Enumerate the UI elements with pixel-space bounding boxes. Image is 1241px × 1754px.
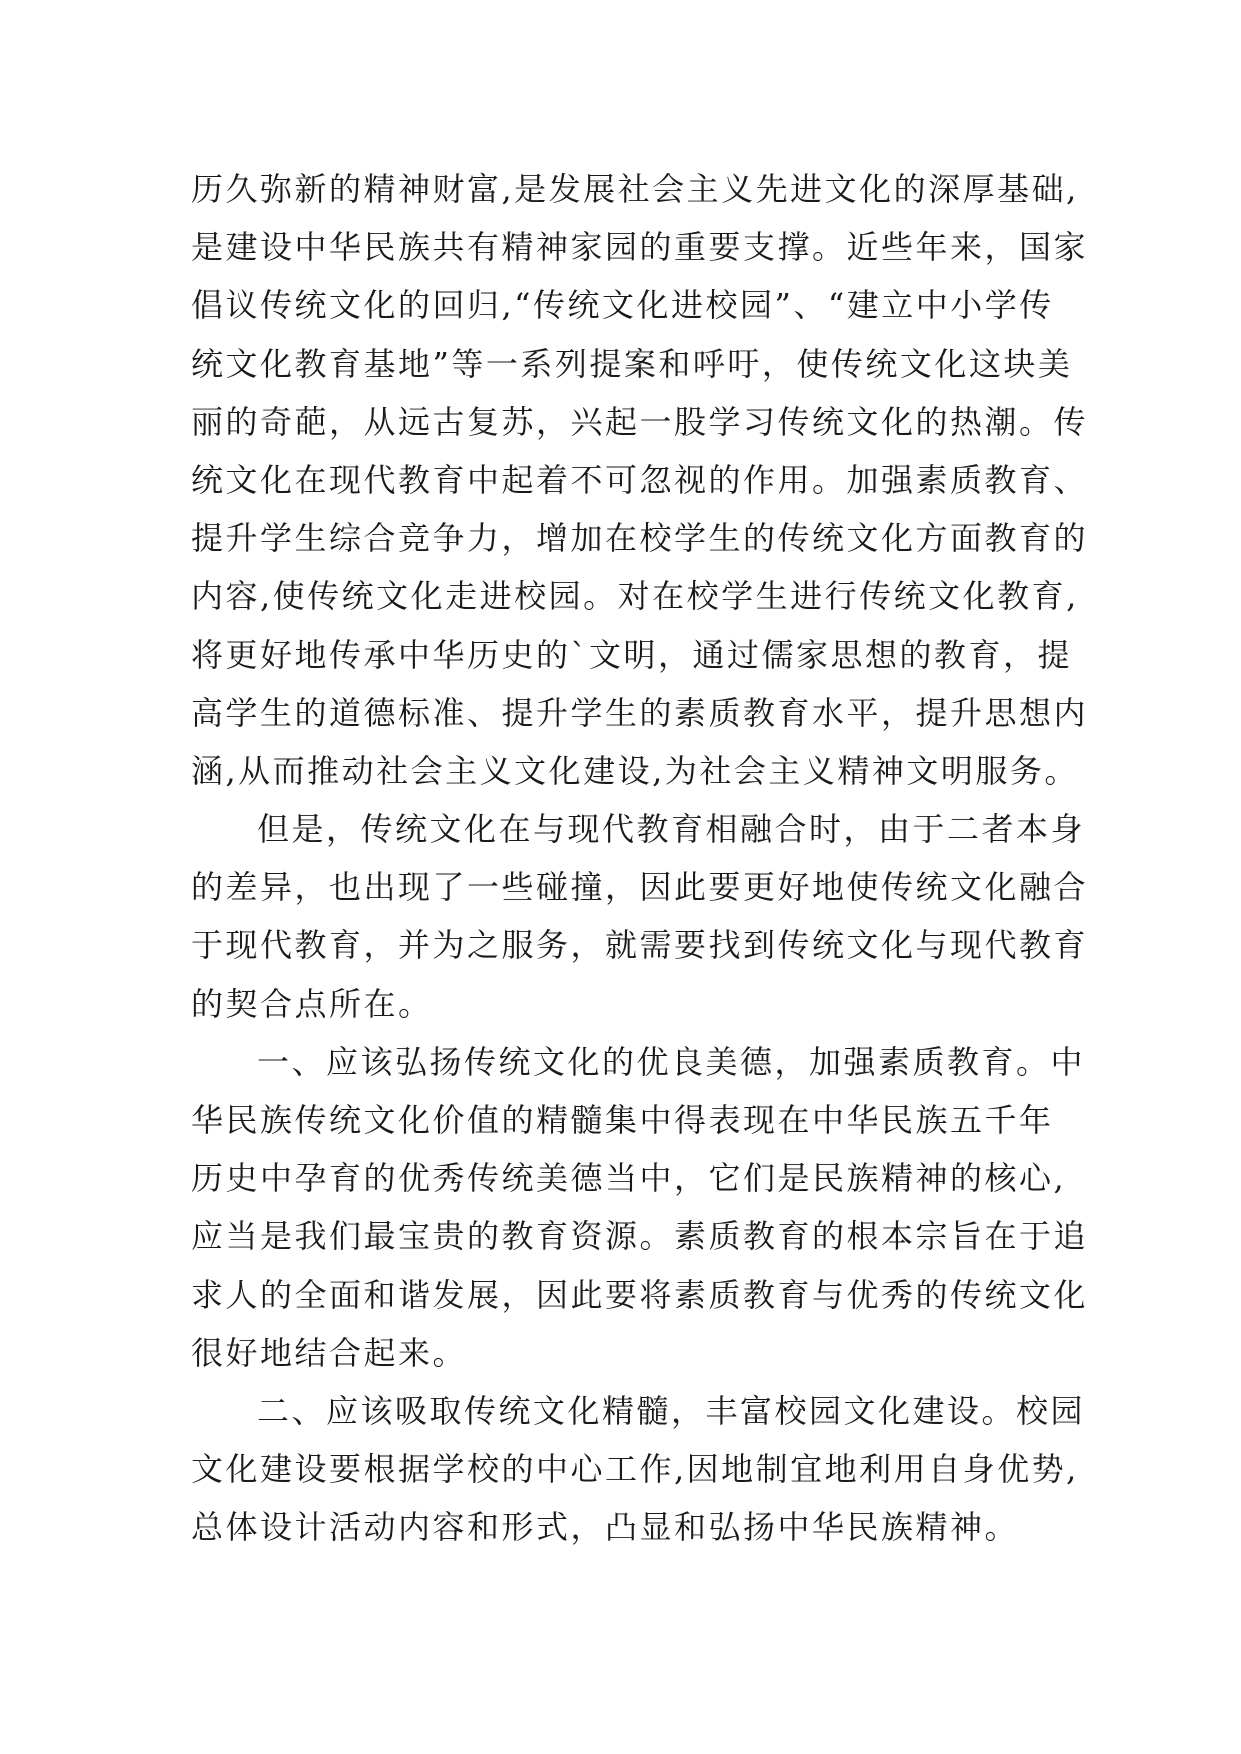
text-line: 涵,从而推动社会主义文化建设,为社会主义精神文明服务。 (191, 751, 1079, 790)
text-line: 将更好地传承中华历史的`文明，通过儒家思想的教育，提 (191, 635, 1073, 674)
text-line: 是建设中华民族共有精神家园的重要支撑。近些年来，国家 (191, 228, 1089, 267)
text-line: 于现代教育，并为之服务，就需要找到传统文化与现代教育 (191, 926, 1089, 965)
document-body (191, 160, 1091, 1557)
text-line: 统文化在现代教育中起着不可忽视的作用。加强素质教育、 (191, 460, 1089, 499)
text-line: 高学生的道德标准、提升学生的素质教育水平，提升思想内 (191, 693, 1089, 732)
text-line: 华民族传统文化价值的精髓集中得表现在中华民族五千年 (191, 1101, 1054, 1139)
text-line: 的差异，也出现了一些碰撞，因此要更好地使传统文化融合 (191, 868, 1089, 907)
text-line: 应当是我们最宝贵的教育资源。素质教育的根本宗旨在于追 (191, 1217, 1089, 1256)
text-line: 统文化教育基地”等一系列提案和呼吁，使传统文化这块美 (191, 344, 1073, 383)
text-line: 倡议传统文化的回归,“传统文化进校园”、“建立中小学传 (191, 286, 1054, 325)
paragraph-first-line: 但是，传统文化在与现代教育相融合时，由于二者本身 (257, 810, 1086, 849)
text-line: 提升学生综合竞争力，增加在校学生的传统文化方面教育的 (191, 519, 1089, 558)
text-line: 历久弥新的精神财富,是发展社会主义先进文化的深厚基础, (191, 170, 1079, 208)
text-line: 总体设计活动内容和形式，凸显和弘扬中华民族精神。 (191, 1508, 1020, 1547)
paragraph-first-line: 一、应该弘扬传统文化的优良美德，加强素质教育。中 (257, 1042, 1086, 1081)
text-line: 内容,使传统文化走进校园。对在校学生进行传统文化教育, (191, 577, 1079, 616)
text-line: 很好地结合起来。 (191, 1333, 468, 1372)
text-line: 文化建设要根据学校的中心工作,因地制宜地利用自身优势, (191, 1450, 1079, 1489)
text-line: 求人的全面和谐发展，因此要将素质教育与优秀的传统文化 (191, 1275, 1089, 1314)
text-line: 丽的奇葩，从远古复苏，兴起一股学习传统文化的热潮。传 (191, 402, 1089, 441)
text-line: 历史中孕育的优秀传统美德当中，它们是民族精神的核心, (191, 1159, 1067, 1198)
paragraph-first-line: 二、应该吸取传统文化精髓，丰富校园文化建设。校园 (257, 1391, 1086, 1430)
text-line: 的契合点所在。 (191, 984, 433, 1023)
